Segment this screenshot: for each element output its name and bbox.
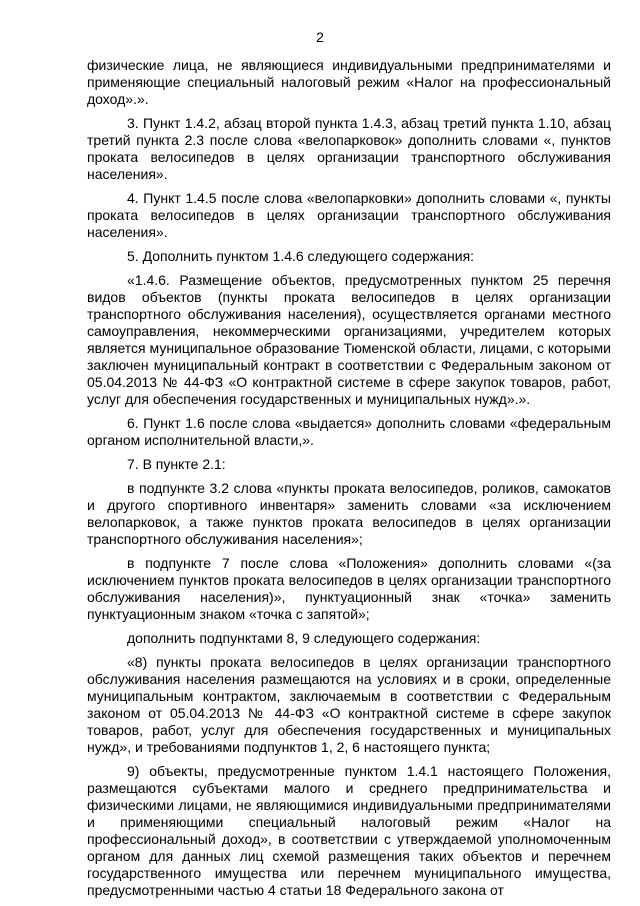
page-number: 2 xyxy=(316,29,324,45)
paragraph-subitem-7: в подпункте 7 после слова «Положения» дополнить словами «(за исключением пунктов проката велосипедов в целях организации транспортного обслуживания населения)», пунктуационный знак «точка» заменить пунктуационным знаком «точка с запятой»; xyxy=(87,555,611,622)
paragraph-item-4: 4. Пункт 1.4.5 после слова «велопарковки» дополнить словами «, пункты проката велосипедов в целях организации транспортного обслуживания населения». xyxy=(87,190,611,240)
paragraph-item-7: 7. В пункте 2.1: xyxy=(127,456,226,472)
paragraph-item-6: 6. Пункт 1.6 после слова «выдается» дополнить словами «федеральным органом исполнительной власти,». xyxy=(87,415,611,448)
paragraph-add-subitems: дополнить подпунктами 8, 9 следующего содержания: xyxy=(127,630,481,646)
paragraph-quote-1-4-6: «1.4.6. Размещение объектов, предусмотренных пунктом 25 перечня видов объектов (пункты проката велосипедов в целях организации транспортного обслуживания населения), осуществляется органами местного самоуправления, некоммерческими организациями, учредителем которых является муниципальное образование Тюменской области, лицами, с которыми заключен муниципальный контракт в соответствии с Федеральным законом от 05.04.2013 № 44-ФЗ «О контрактной системе в сфере закупок товаров, работ, услуг для обеспечения государственных и муниципальных нужд».». xyxy=(87,272,611,407)
paragraph-item-5: 5. Дополнить пунктом 1.4.6 следующего содержания: xyxy=(127,248,475,264)
paragraph-item-3: 3. Пункт 1.4.2, абзац второй пункта 1.4.3, абзац третий пункта 1.10, абзац третий пункта 2.3 после слова «велопарковок» дополнить словами «, пунктов проката велосипедов в целях организации транспортного обслуживания населения». xyxy=(87,115,611,182)
document-body xyxy=(87,57,611,906)
paragraph-subitem-9: 9) объекты, предусмотренные пунктом 1.4.1 настоящего Положения, размещаются субъектами малого и среднего предпринимательства и физическими лицами, не являющимися индивидуальными предпринимателями и применяющими специальный налоговый режим «Налог на профессиональный доход», в соответствии с утверждаемой уполномоченным органом для данных лиц схемой размещения таких объектов и перечнем государственного имущества или перечнем муниципального имущества, предусмотренными частью 4 статьи 18 Федерального закона от xyxy=(87,763,611,898)
paragraph-continuation: физические лица, не являющиеся индивидуальными предпринимателями и применяющие специальный налоговый режим «Налог на профессиональный доход».». xyxy=(87,57,611,107)
paragraph-subitem-8: «8) пункты проката велосипедов в целях организации транспортного обслуживания населения размещаются на условиях и в сроки, определенные муниципальным контрактом, заключаемым в соответствии с Федеральным законом от 05.04.2013 № 44-ФЗ «О контрактной системе в сфере закупок товаров, работ, услуг для обеспечения государственных и муниципальных нужд», и требованиями подпунктов 1, 2, 6 настоящего пункта; xyxy=(87,654,611,755)
paragraph-subitem-3-2: в подпункте 3.2 слова «пункты проката велосипедов, роликов, самокатов и другого спортивного инвентаря» заменить словами «за исключением велопарковок, а также пунктов проката велосипедов в целях организации транспортного обслуживания населения»; xyxy=(87,480,611,547)
